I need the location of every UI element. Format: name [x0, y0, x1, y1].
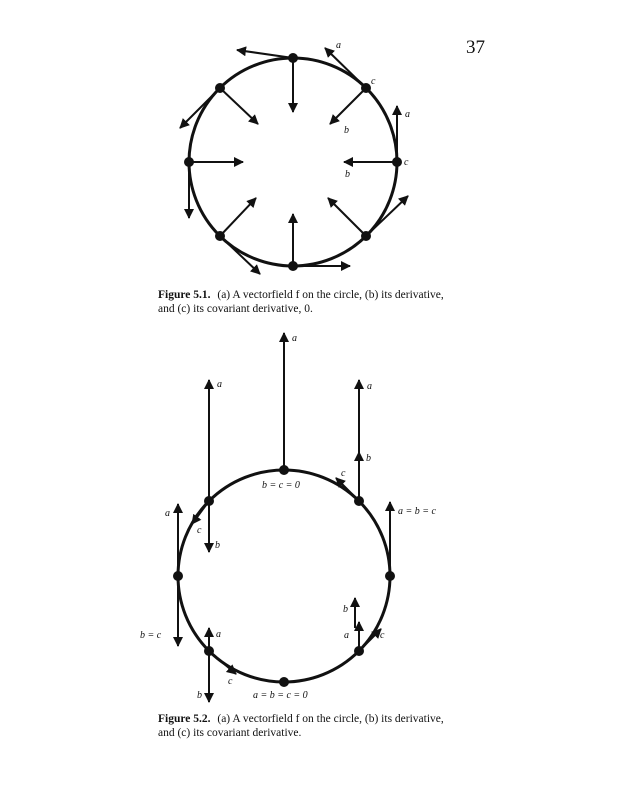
fig1-label-c-right: c: [404, 157, 409, 168]
fig2-label-lr-a: a: [344, 630, 349, 641]
fig2-point-bottom: [279, 677, 289, 687]
fig2-arrow-ll-c: [209, 651, 236, 674]
fig1-arrow-in-top-left: [220, 88, 258, 124]
fig2-label-left-bc: b = c: [140, 630, 162, 641]
fig1-arrow-tan-top-right: [325, 48, 366, 88]
figure-5-2-diagram: [140, 333, 436, 702]
fig2-label-ul-a: a: [217, 379, 222, 390]
fig1-label-a-right: a: [405, 109, 410, 120]
fig2-arrow-ur-c: [336, 478, 359, 501]
figure-5-2-label: Figure 5.2.: [158, 713, 211, 725]
figure-5-1-caption-text: (a) A vectorfield f on the circle, (b) its derivative, and (c) its covariant derivative, 0.: [158, 289, 444, 315]
fig1-label-b-top: b: [344, 125, 349, 136]
figure-5-2-caption: [158, 713, 458, 740]
fig2-label-left-a: a: [165, 508, 170, 519]
fig2-label-ll-a: a: [216, 629, 221, 640]
fig1-arrow-tan-top-left: [180, 88, 220, 128]
fig2-label-top-bc0: b = c = 0: [262, 480, 300, 491]
fig2-label-ur-b: b: [366, 453, 371, 464]
fig2-label-bottom-abc0: a = b = c = 0: [253, 690, 308, 701]
fig2-arrow-ul-c: [192, 501, 209, 524]
figure-5-1-diagram: [180, 40, 410, 274]
fig2-label-ur-a: a: [367, 381, 372, 392]
fig2-label-ur-c: c: [341, 468, 346, 479]
fig1-arrow-tan-bottom-right: [366, 196, 408, 236]
fig1-arrow-tan-bottom-left: [220, 236, 260, 274]
fig2-label-ll-b: b: [197, 690, 202, 701]
fig2-label-ul-b: b: [215, 540, 220, 551]
fig1-arrow-in-bottom-left: [220, 198, 256, 236]
fig1-label-c-top: c: [371, 76, 376, 87]
fig1-label-a-top: a: [336, 40, 341, 51]
fig2-arrow-lr-c: [359, 629, 381, 651]
page-number: 37: [466, 37, 485, 58]
fig2-label-ll-c: c: [228, 676, 233, 687]
fig2-label-top-a: a: [292, 333, 297, 344]
fig2-label-lr-b: b: [343, 604, 348, 615]
fig1-arrow-in-bottom-right: [328, 198, 366, 236]
fig2-label-right-abc: a = b = c: [398, 506, 436, 517]
figure-5-1-label: Figure 5.1.: [158, 289, 211, 301]
fig2-label-ul-c: c: [197, 525, 202, 536]
fig2-label-lr-c: c: [380, 630, 385, 641]
fig1-label-b-right: b: [345, 169, 350, 180]
figure-5-1-caption: [158, 289, 458, 316]
fig1-arrow-tan-top: [237, 50, 293, 58]
figure-5-2-caption-text: (a) A vectorfield f on the circle, (b) its derivative, and (c) its covariant derivative.: [158, 713, 444, 739]
fig1-arrow-in-top-right: [330, 88, 366, 124]
